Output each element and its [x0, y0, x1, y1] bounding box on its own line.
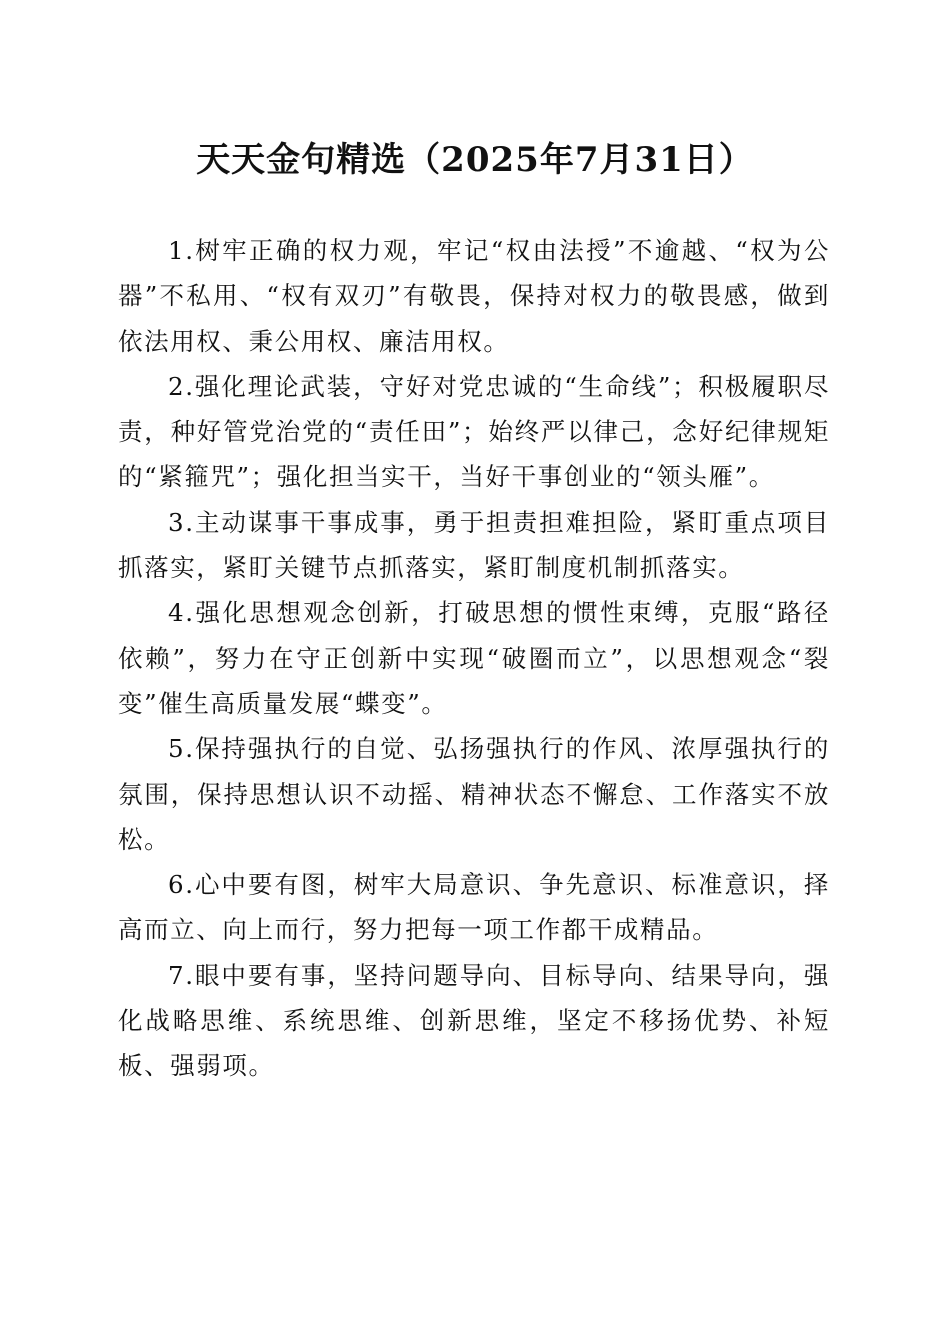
paragraph-5: 5.保持强执行的自觉、弘扬强执行的作风、浓厚强执行的氛围，保持思想认识不动摇、精神状态不懈怠、工作落实不放松。	[118, 734, 830, 854]
paragraph-4: 4.强化思想观念创新，打破思想的惯性束缚，克服“路径依赖”，努力在守正创新中实现“破圈而立”，以思想观念“裂变”催生高质量发展“蝶变”。	[118, 598, 830, 718]
document-body	[118, 228, 830, 1089]
paragraph-2: 2.强化理论武装，守好对党忠诚的“生命线”；积极履职尽责，种好管党治党的“责任田”；始终严以律己，念好纪律规矩的“紧箍咒”；强化担当实干，当好干事创业的“领头雁”。	[118, 371, 830, 492]
paragraph-6: 6.心中要有图，树牢大局意识、争先意识、标准意识，择高而立、向上而行，努力把每一项工作都干成精品。	[118, 870, 830, 945]
page-title: 天天金句精选（2025年7月31日）	[196, 140, 754, 180]
paragraph-7: 7.眼中要有事，坚持问题导向、目标导向、结果导向，强化战略思维、系统思维、创新思维，坚定不移扬优势、补短板、强弱项。	[118, 960, 830, 1081]
paragraph-1: 1.树牢正确的权力观，牢记“权由法授”不逾越、“权为公器”不私用、“权有双刃”有敬畏，保持对权力的敬畏感，做到依法用权、秉公用权、廉洁用权。	[118, 236, 830, 356]
paragraph-3: 3.主动谋事干事成事，勇于担责担难担险，紧盯重点项目抓落实，紧盯关键节点抓落实，紧盯制度机制抓落实。	[118, 507, 830, 583]
